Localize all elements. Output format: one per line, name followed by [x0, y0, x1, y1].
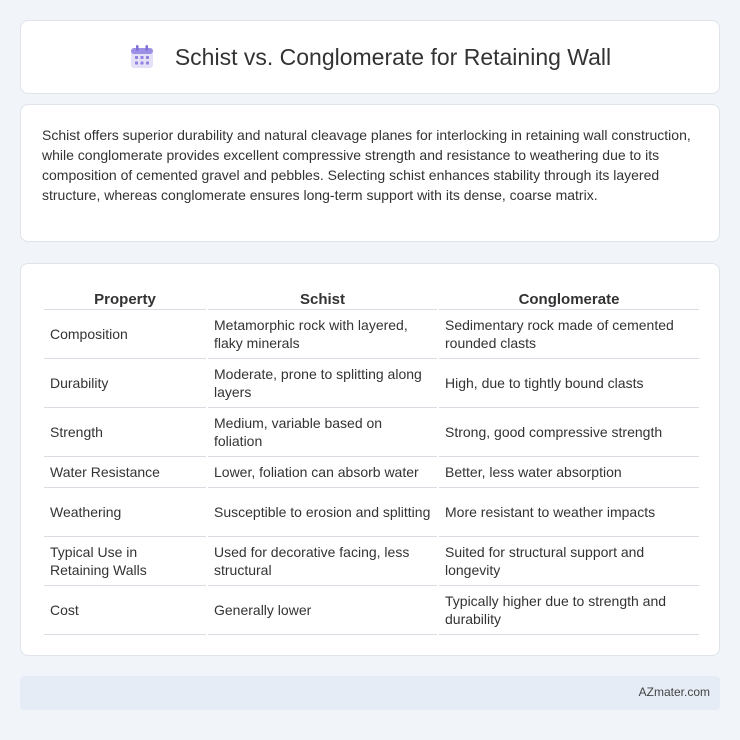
- comparison-table: [42, 284, 701, 635]
- page-title: Schist vs. Conglomerate for Retaining Wall: [174, 43, 612, 70]
- conglomerate-cell: High, due to tightly bound clasts: [439, 359, 699, 408]
- conglomerate-cell: Better, less water absorption: [439, 457, 699, 488]
- table-row: [44, 586, 699, 635]
- property-cell: Water Resistance: [44, 457, 206, 488]
- table-row: [44, 408, 699, 457]
- property-cell: Cost: [44, 586, 206, 635]
- table-row: [44, 488, 699, 537]
- property-cell: Strength: [44, 408, 206, 457]
- title-card: [20, 20, 720, 94]
- conglomerate-cell: Sedimentary rock made of cemented rounded clasts: [439, 310, 699, 359]
- property-cell: Durability: [44, 359, 206, 408]
- footer-bar: [20, 676, 720, 710]
- header-conglomerate: Conglomerate: [439, 284, 699, 310]
- table-header-row: [44, 284, 699, 310]
- schist-cell: Susceptible to erosion and splitting: [208, 488, 437, 537]
- schist-cell: Metamorphic rock with layered, flaky minerals: [208, 310, 437, 359]
- property-cell: Typical Use in Retaining Walls: [44, 537, 206, 586]
- table-row: [44, 359, 699, 408]
- intro-card: [20, 104, 720, 242]
- footer-site-link[interactable]: AZmater.com: [638, 685, 710, 699]
- schist-cell: Generally lower: [208, 586, 437, 635]
- table-row: [44, 537, 699, 586]
- table-card: [20, 263, 720, 656]
- schist-cell: Moderate, prone to splitting along layers: [208, 359, 437, 408]
- intro-paragraph: Schist offers superior durability and natural cleavage planes for interlocking in retaining wall construction, while conglomerate provides excellent compressive strength and resistance to weathering due to its composition of cemented gravel and pebbles. Selecting schist enhances stability through its layered structure, whereas conglomerate ensures long-term support with its dense, coarse matrix.: [42, 127, 691, 203]
- calendar-icon: [129, 44, 155, 70]
- header-schist: Schist: [208, 284, 437, 310]
- conglomerate-cell: Suited for structural support and longevity: [439, 537, 699, 586]
- header-property: Property: [44, 284, 206, 310]
- property-cell: Composition: [44, 310, 206, 359]
- conglomerate-cell: Strong, good compressive strength: [439, 408, 699, 457]
- table-row: [44, 457, 699, 488]
- schist-cell: Used for decorative facing, less structural: [208, 537, 437, 586]
- schist-cell: Medium, variable based on foliation: [208, 408, 437, 457]
- title-wrap: [21, 21, 719, 93]
- property-cell: Weathering: [44, 488, 206, 537]
- conglomerate-cell: More resistant to weather impacts: [439, 488, 699, 537]
- conglomerate-cell: Typically higher due to strength and durability: [439, 586, 699, 635]
- schist-cell: Lower, foliation can absorb water: [208, 457, 437, 488]
- table-row: [44, 310, 699, 359]
